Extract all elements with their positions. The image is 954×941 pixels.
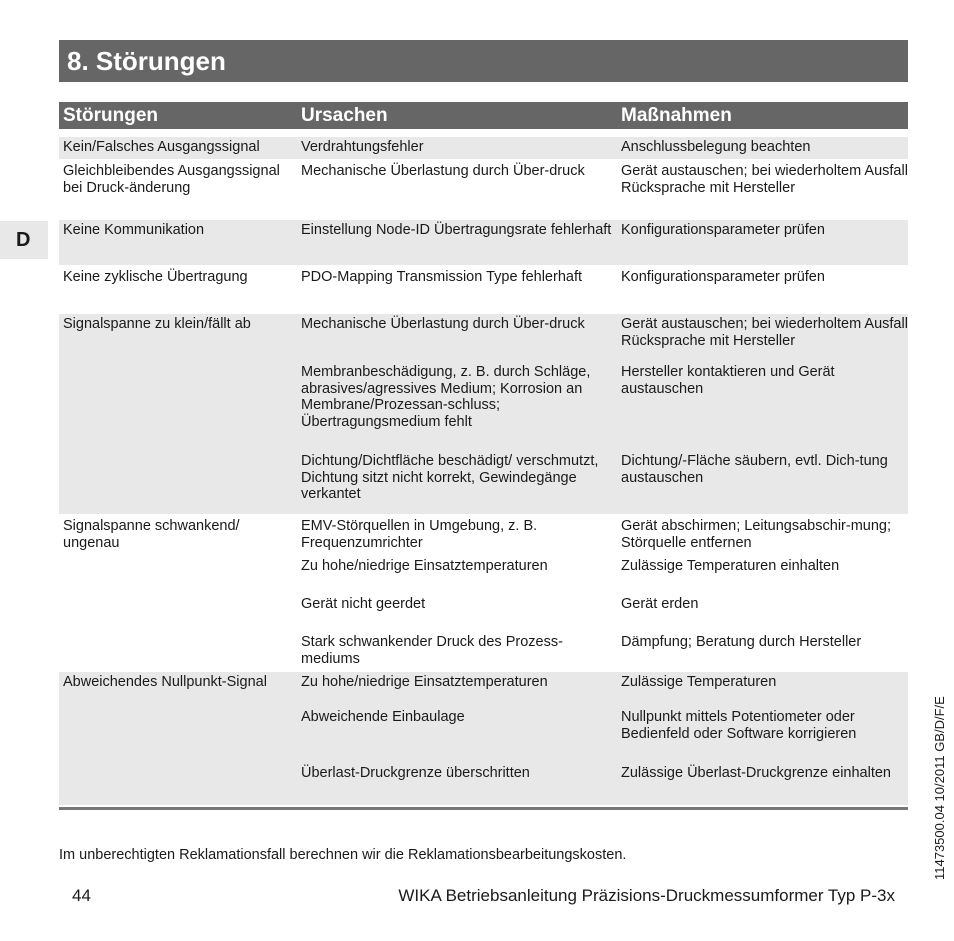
header-measures: Maßnahmen	[621, 105, 732, 126]
measure-cell: Gerät erden	[621, 596, 699, 612]
fault-cell: Kein/Falsches Ausgangssignal	[63, 139, 260, 155]
fault-cell: Abweichendes Nullpunkt-Signal	[63, 674, 267, 690]
fault-cell: Signalspanne schwankend/ ungenau	[63, 518, 240, 551]
cause-measure-pair	[297, 453, 908, 514]
cause-measure-group	[297, 139, 908, 159]
measure-cell: Zulässige Überlast-Druckgrenze einhalten	[621, 765, 891, 781]
cause-measure-pair	[297, 596, 908, 634]
cause-cell: Verdrahtungsfehler	[301, 139, 424, 155]
measure-cell: Konfigurationsparameter prüfen	[621, 222, 825, 238]
cause-cell: Zu hohe/niedrige Einsatztemperaturen	[301, 674, 548, 690]
page-title: 8. Störungen	[59, 40, 908, 82]
table-body	[59, 137, 908, 807]
cause-measure-group	[297, 222, 908, 265]
claim-note: Im unberechtigten Reklamationsfall berechnen wir die Reklamationsbearbeitungskosten.	[59, 847, 627, 863]
measure-cell: Anschlussbelegung beachten	[621, 139, 811, 155]
cause-cell: Einstellung Node-ID Übertragungsrate fehlerhaft	[301, 222, 612, 238]
page-number: 44	[72, 886, 91, 905]
cause-measure-pair	[297, 634, 908, 670]
language-tab: D	[0, 221, 48, 259]
fault-cell: Signalspanne zu klein/fällt ab	[63, 316, 251, 332]
troubleshooting-table	[59, 102, 908, 810]
table-row	[59, 672, 908, 807]
cause-cell: Zu hohe/niedrige Einsatztemperaturen	[301, 558, 548, 574]
header-causes: Ursachen	[301, 105, 388, 126]
cause-measure-pair	[297, 163, 908, 218]
table-row	[59, 314, 908, 516]
cause-cell: Mechanische Überlastung durch Über-druck	[301, 316, 585, 332]
cause-measure-pair	[297, 709, 908, 765]
cause-cell: EMV-Störquellen in Umgebung, z. B. Frequenzumrichter	[301, 518, 538, 551]
measure-cell: Dichtung/-Fläche säubern, evtl. Dich-tung austauschen	[621, 453, 888, 486]
measure-cell: Dämpfung; Beratung durch Hersteller	[621, 634, 862, 650]
fault-cell: Keine zyklische Übertragung	[63, 269, 248, 285]
cause-measure-group	[297, 316, 908, 514]
cause-cell: Membranbeschädigung, z. B. durch Schläge, abrasives/agressives Medium; Korrosion an Membrane/Prozessan-schluss; Übertragungsmedium fehlt	[301, 364, 591, 430]
footer-title: WIKA Betriebsanleitung Präzisions-Druckmessumformer Typ P-3x	[398, 886, 895, 905]
cause-cell: Abweichende Einbaulage	[301, 709, 465, 725]
cause-measure-pair	[297, 139, 908, 159]
fault-cell: Keine Kommunikation	[63, 222, 205, 238]
table-header	[59, 102, 908, 129]
measure-cell: Gerät abschirmen; Leitungsabschir-mung; Störquelle entfernen	[621, 518, 891, 551]
table-row	[59, 161, 908, 220]
measure-cell: Gerät austauschen; bei wiederholtem Ausfall Rücksprache mit Hersteller	[621, 316, 908, 349]
cause-measure-pair	[297, 518, 908, 558]
table-bottom-rule	[59, 807, 908, 810]
measure-cell: Nullpunkt mittels Potentiometer oder Bedienfeld oder Software korrigieren	[621, 709, 857, 742]
cause-measure-pair	[297, 364, 908, 453]
cause-cell: Gerät nicht geerdet	[301, 596, 426, 612]
cause-measure-pair	[297, 558, 908, 596]
cause-measure-pair	[297, 316, 908, 364]
fault-cell: Gleichbleibendes Ausgangssignal bei Druck-änderung	[63, 163, 280, 196]
measure-cell: Konfigurationsparameter prüfen	[621, 269, 825, 285]
cause-measure-pair	[297, 674, 908, 709]
cause-measure-group	[297, 674, 908, 805]
measure-cell: Hersteller kontaktieren und Gerät austauschen	[621, 364, 835, 397]
measure-cell: Gerät austauschen; bei wiederholtem Ausfall Rücksprache mit Hersteller	[621, 163, 908, 196]
measure-cell: Zulässige Temperaturen einhalten	[621, 558, 840, 574]
cause-measure-group	[297, 269, 908, 312]
table-row	[59, 516, 908, 672]
cause-cell: Stark schwankender Druck des Prozess-mediums	[301, 634, 563, 667]
document-code: 11473500.04 10/2011 GB/D/F/E	[932, 696, 947, 880]
cause-cell: PDO-Mapping Transmission Type fehlerhaft	[301, 269, 583, 285]
header-faults: Störungen	[63, 105, 158, 126]
table-row	[59, 220, 908, 267]
cause-measure-group	[297, 518, 908, 670]
cause-cell: Dichtung/Dichtfläche beschädigt/ verschmutzt, Dichtung sitzt nicht korrekt, Gewindegänge verkantet	[301, 453, 599, 502]
measure-cell: Zulässige Temperaturen	[621, 674, 777, 690]
table-row	[59, 137, 908, 161]
cause-measure-group	[297, 163, 908, 218]
cause-measure-pair	[297, 222, 908, 265]
cause-measure-pair	[297, 269, 908, 312]
cause-measure-pair	[297, 765, 908, 805]
cause-cell: Mechanische Überlastung durch Über-druck	[301, 163, 585, 179]
table-row	[59, 267, 908, 314]
cause-cell: Überlast-Druckgrenze überschritten	[301, 765, 530, 781]
